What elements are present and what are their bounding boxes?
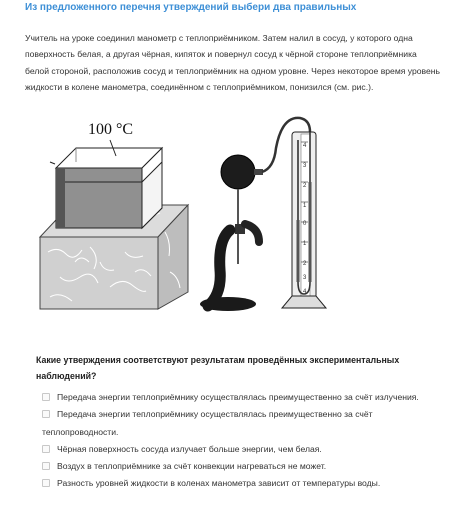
option-3[interactable] <box>42 441 444 458</box>
option-4-checkbox[interactable] <box>42 462 50 470</box>
option-1-checkbox[interactable] <box>42 393 50 401</box>
option-2-label: Передача энергии теплоприёмнику осуществлялась преимущественно за счёт теплопроводности. <box>42 409 373 437</box>
scale-mark: 2 <box>303 261 307 267</box>
scale-mark: 4 <box>303 143 307 149</box>
manometer <box>282 132 326 308</box>
experiment-figure <box>30 112 360 312</box>
option-5-checkbox[interactable] <box>42 479 50 487</box>
option-4[interactable] <box>42 458 444 475</box>
temperature-label: 100 °C <box>88 121 134 138</box>
task-text: Учитель на уроке соединил манометр с теплоприёмником. Затем налил в сосуд, у которого одна поверхность белая, а другая чёрная, кипяток и повернул сосуд к чёрной стороне теплоприёмника белой стороной, расположив сосуд и теплоприёмник на одном уровне. Через некоторое время уровень жидкости в колене манометра, соединённом с теплоприёмником, понизился (см. рис.). <box>25 33 441 93</box>
scale-mark: 4 <box>303 289 307 295</box>
question-text: Какие утверждения соответствуют результатам проведённых экспериментальных наблюдений? <box>36 355 400 381</box>
scale-mark: 3 <box>303 163 307 169</box>
option-3-checkbox[interactable] <box>42 445 50 453</box>
option-2[interactable] <box>42 406 444 441</box>
scale-mark: 1 <box>303 203 307 209</box>
option-3-label: Чёрная поверхность сосуда излучает больше энергии, чем белая. <box>57 443 322 454</box>
scale-mark: 1 <box>303 241 307 247</box>
heat-receiver <box>200 155 263 311</box>
option-1-label: Передача энергии теплоприёмнику осуществлялась преимущественно за счёт излучения. <box>57 392 419 402</box>
scale-mark: 2 <box>303 183 307 189</box>
scale-mark: 0 <box>303 221 307 227</box>
water-vessel <box>50 148 162 228</box>
scale-mark: 3 <box>303 275 307 281</box>
option-5[interactable] <box>42 475 444 492</box>
option-4-label: Воздух в теплоприёмнике за счёт конвекции нагреваться не может. <box>57 461 327 472</box>
task-title: Из предложенного перечня утверждений выбери два правильных <box>25 2 357 13</box>
option-5-label: Разность уровней жидкости в коленах манометра зависит от температуры воды. <box>57 478 381 489</box>
options-list <box>42 389 444 493</box>
option-1[interactable] <box>42 389 444 406</box>
option-2-checkbox[interactable] <box>42 410 50 418</box>
